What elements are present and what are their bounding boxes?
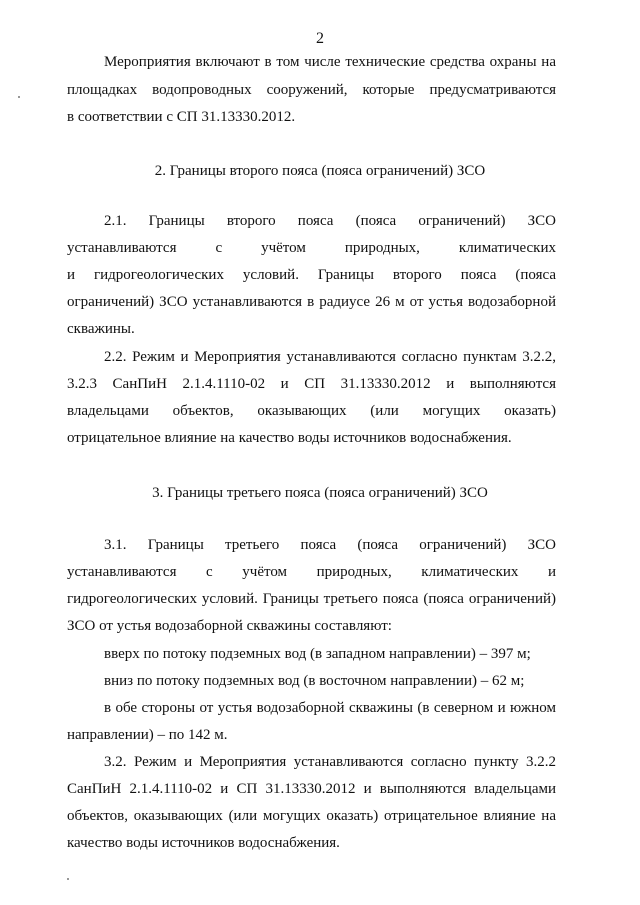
paragraph-2-1-line: скважины.: [67, 321, 135, 337]
paragraph-3-2-line: качество воды источников водоснабжения.: [67, 835, 340, 851]
paragraph-3-1-line: гидрогеологических условий. Границы третьего пояса (пояса ограничений): [67, 591, 556, 607]
scan-speck: [67, 878, 69, 880]
paragraph-2-1-line: устанавливаются с учётом природных, климатических: [67, 240, 556, 256]
list-item: вверх по потоку подземных вод (в западном направлении) – 397 м;: [104, 646, 531, 662]
section-3-heading: 3. Границы третьего пояса (пояса ограничений) ЗСО: [152, 485, 488, 501]
paragraph-2-1-line: ограничений) ЗСО устанавливаются в радиусе 26 м от устья водозаборной: [67, 294, 556, 310]
list-item-continuation: направлении) – по 142 м.: [67, 727, 228, 743]
paragraph-2-2-line: отрицательное влияние на качество воды источников водоснабжения.: [67, 430, 512, 446]
intro-line: площадках водопроводных сооружений, которые предусматриваются: [67, 82, 556, 98]
section-2-heading: 2. Границы второго пояса (пояса ограничений) ЗСО: [154, 163, 486, 179]
paragraph-2-2-line: владельцами объектов, оказывающих (или могущих оказать): [67, 403, 556, 419]
paragraph-3-2-line: СанПиН 2.1.4.1110-02 и СП 31.13330.2012 и выполняются владельцами: [67, 781, 556, 797]
scan-speck: [18, 96, 20, 98]
paragraph-3-1-line: 3.1. Границы третьего пояса (пояса ограничений) ЗСО: [104, 537, 556, 553]
page-number: 2: [316, 30, 324, 47]
list-item: в обе стороны от устья водозаборной скважины (в северном и южном: [104, 700, 556, 716]
intro-line: в соответствии с СП 31.13330.2012.: [67, 109, 296, 125]
intro-line: Мероприятия включают в том числе технические средства охраны на: [104, 54, 556, 70]
paragraph-3-2-line: объектов, оказывающих (или могущих оказать) отрицательное влияние на: [67, 808, 556, 824]
paragraph-3-1-line: ЗСО от устья водозаборной скважины составляют:: [67, 618, 392, 634]
paragraph-3-1-line: устанавливаются с учётом природных, климатических и: [67, 564, 556, 580]
paragraph-3-2-line: 3.2. Режим и Мероприятия устанавливаются согласно пункту 3.2.2: [104, 754, 556, 770]
paragraph-2-1-line: и гидрогеологических условий. Границы второго пояса (пояса: [67, 267, 556, 283]
paragraph-2-1-line: 2.1. Границы второго пояса (пояса ограничений) ЗСО: [104, 213, 556, 229]
paragraph-2-2-line: 3.2.3 СанПиН 2.1.4.1110-02 и СП 31.13330.2012 и выполняются: [67, 376, 556, 392]
list-item: вниз по потоку подземных вод (в восточном направлении) – 62 м;: [104, 673, 525, 689]
paragraph-2-2-line: 2.2. Режим и Мероприятия устанавливаются согласно пунктам 3.2.2,: [104, 349, 556, 365]
